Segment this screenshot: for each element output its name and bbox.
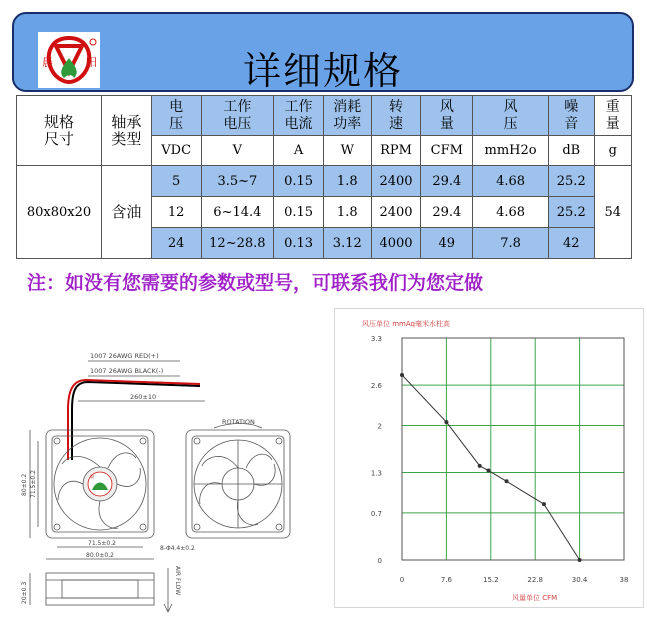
table-cell: 12~28.8: [201, 228, 274, 259]
table-cell: 42: [548, 228, 594, 259]
header-power: 消耗 功率: [323, 96, 371, 136]
x-tick-label: 0: [399, 576, 405, 584]
unit-cell: mmH2o: [473, 136, 549, 166]
table-cell: 3.5~7: [201, 166, 274, 197]
page-title: 详细规格: [242, 49, 403, 93]
dim-hole-spacing-label: 71.5±0.2: [88, 540, 116, 547]
table-cell: 1.8: [323, 197, 371, 228]
table-cell: 2400: [371, 197, 421, 228]
header-banner: [12, 12, 634, 92]
dim-holes-label: 8-Φ4.4±0.2: [160, 545, 195, 552]
header-working-current: 工作 电流: [274, 96, 324, 136]
dim-thickness-label: 20±0.3: [21, 581, 28, 604]
unit-cell: CFM: [421, 136, 473, 166]
wire-length-label: 260±10: [130, 393, 157, 401]
table-cell: 0.13: [274, 228, 324, 259]
table-cell: 25.2: [548, 166, 594, 197]
table-cell: 7.8: [473, 228, 549, 259]
logo-char-left: 晨: [42, 56, 53, 69]
unit-cell: VDC: [151, 136, 201, 166]
y-tick-label: 2.6: [370, 382, 382, 391]
table-cell: 5: [151, 166, 201, 197]
pq-curve-chart: [334, 308, 644, 608]
unit-cell: W: [323, 136, 371, 166]
y-tick-label: 1.3: [370, 469, 382, 478]
fan-dimension-drawing: [0, 300, 330, 620]
table-cell: 12: [151, 197, 201, 228]
y-tick-label: 0.7: [370, 509, 382, 518]
x-tick-label: 15.2: [483, 576, 499, 584]
y-axis-label: 风压单位 mmAq毫米水柱高: [362, 320, 450, 328]
table-cell: 24: [151, 228, 201, 259]
x-tick-label: 30.4: [571, 576, 588, 584]
hub-label-left: 晨: [90, 474, 94, 479]
table-cell: 3.12: [323, 228, 371, 259]
rotation-label: ROTATION: [222, 418, 255, 426]
weight-cell: 54: [594, 166, 631, 259]
header-pressure: 风 压: [473, 96, 549, 136]
unit-cell: A: [274, 136, 324, 166]
x-axis-label: 风量单位 CFM: [512, 594, 558, 602]
header-working-voltage: 工作 电压: [201, 96, 274, 136]
bearing-cell: 含油: [102, 166, 152, 259]
table-cell: 25.2: [548, 197, 594, 228]
wire-black-label: 1007 26AWG BLACK(-): [90, 367, 164, 375]
x-tick-label: 7.6: [440, 576, 452, 584]
dim-inner-label: 71.5±0.2: [30, 470, 37, 498]
unit-cell: RPM: [371, 136, 421, 166]
table-cell: 0.15: [274, 197, 324, 228]
table-cell: 0.15: [274, 166, 324, 197]
y-tick-label: 3.3: [370, 335, 382, 343]
table-cell: 4.68: [473, 166, 549, 197]
x-tick-label: 22.8: [527, 576, 543, 584]
header-bearing-type: 轴承 类型: [102, 96, 152, 166]
size-cell: 80x80x20: [17, 166, 102, 259]
wire-red-label: 1007 26AWG RED(+): [90, 352, 159, 360]
table-cell: 4.68: [473, 197, 549, 228]
air-flow-label: AIR FLOW: [174, 566, 181, 596]
header-weight: 重 量: [594, 96, 631, 136]
table-cell: 1.8: [323, 166, 371, 197]
header-voltage: 电 压: [151, 96, 201, 136]
x-tick-label: 38: [619, 576, 629, 584]
header-airflow: 风 量: [421, 96, 473, 136]
y-tick-label: 0: [377, 557, 382, 565]
dim-outer-label: 80±0.2: [21, 473, 28, 496]
chart-frame: [334, 308, 644, 608]
logo-char-right: 阳: [86, 56, 97, 69]
custom-order-note: 注：如没有您需要的参数或型号，可联系我们为您定做: [27, 272, 484, 294]
unit-cell: V: [201, 136, 274, 166]
unit-cell: g: [594, 136, 631, 166]
table-cell: 2400: [371, 166, 421, 197]
table-cell: 6~14.4: [201, 197, 274, 228]
dim-width-label: 80.0±0.2: [86, 552, 114, 559]
header-noise: 噪 音: [548, 96, 594, 136]
spec-table: [16, 95, 632, 259]
y-tick-label: 2: [377, 422, 382, 431]
table-cell: 29.4: [421, 166, 473, 197]
header-spec-size: 规格 尺寸: [17, 96, 102, 166]
table-cell: 4000: [371, 228, 421, 259]
unit-cell: dB: [548, 136, 594, 166]
table-cell: 49: [421, 228, 473, 259]
table-cell: 29.4: [421, 197, 473, 228]
header-speed: 转 速: [371, 96, 421, 136]
